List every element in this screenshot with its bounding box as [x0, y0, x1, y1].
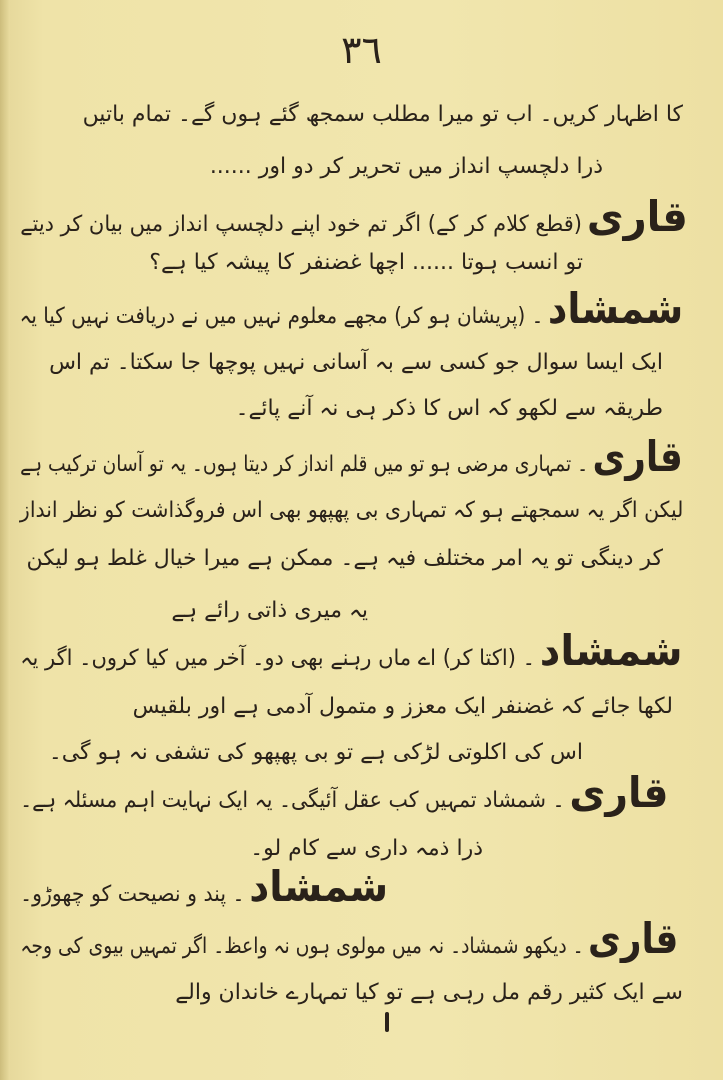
dialogue-line-12 [20, 626, 683, 675]
text-line-11 [171, 600, 368, 622]
line-text: لیکن اگر یہ سمجھتے ہو کہ تمہاری بی پھپھو بھی اس فروگذاشت کو نظر انداز [19, 498, 683, 523]
text-line-14 [49, 742, 583, 764]
line-text: ۔ تمہاری مرضی ہو تو میں قلم انداز کر دیتا ہوں۔ یہ تو آسان ترکیب ہے [20, 452, 589, 477]
speaker-name: قاری [586, 192, 688, 241]
line-text: سے ایک کثیر رقم مل رہی ہے تو کیا تمہارے خاندان والے [175, 980, 683, 1005]
dialogue-line-18 [20, 914, 678, 963]
line-text: لکھا جائے کہ غضنفر ایک معزز و متمول آدمی ہے اور بلقیس [132, 694, 673, 719]
text-line-2 [210, 156, 603, 178]
line-text: ۔ دیکھو شمشاد۔ نہ میں مولوی ہوں نہ واعظ۔ اگر تمہیں بیوی کی وجہ [20, 934, 584, 959]
text-line-7 [236, 398, 663, 420]
speaker-name: قاری [587, 914, 678, 963]
page-number: ٣٦ [341, 28, 382, 72]
line-text: ذرا دلچسپ انداز میں تحریر کر دو اور ...... [209, 154, 603, 179]
line-text: ۔ (پریشان ہو کر) مجھے معلوم نہیں میں نے دریافت نہیں کیا یہ [19, 304, 544, 329]
text-line-1 [83, 104, 683, 126]
text-line-16 [250, 838, 483, 860]
text-line-19 [175, 982, 683, 1004]
speaker-name: قاری [568, 768, 668, 817]
line-text: ۔ پند و نصیحت کو چھوڑو۔ [19, 882, 245, 907]
dialogue-line-17 [19, 862, 388, 911]
line-text: یہ میری ذاتی رائے ہے [171, 598, 368, 623]
text-line-4 [149, 252, 583, 274]
line-text: کر دینگی تو یہ امر مختلف فیہ ہے۔ ممکن ہے میرا خیال غلط ہو لیکن [26, 546, 663, 571]
ink-mark [385, 1012, 389, 1032]
dialogue-line-15 [19, 768, 668, 817]
text-line-10 [27, 548, 663, 570]
text-line-6 [49, 352, 663, 374]
line-text: ۔ شمشاد تمہیں کب عقل آئیگی۔ یہ ایک نہایت اہم مسئلہ ہے۔ [19, 788, 565, 813]
speaker-name: شمشاد [547, 284, 683, 333]
text-line-13 [133, 696, 673, 718]
dialogue-line-5 [19, 284, 683, 333]
dialogue-line-8 [20, 432, 683, 481]
line-text: ایک ایسا سوال جو کسی سے بہ آسانی نہیں پوچھا جا سکتا۔ تم اس [49, 350, 663, 375]
dialogue-line-3 [20, 192, 688, 241]
speaker-name: شمشاد [249, 862, 388, 911]
line-text: اس کی اکلوتی لڑکی ہے تو بی پھپھو کی تشفی نہ ہو گی۔ [48, 740, 583, 765]
line-text: کا اظہار کریں۔ اب تو میرا مطلب سمجھ گئے ہوں گے۔ تمام باتیں [82, 102, 683, 127]
line-text: ذرا ذمہ داری سے کام لو۔ [250, 836, 483, 861]
line-text: تو انسب ہوتا ...... اچھا غضنفر کا پیشہ کیا ہے؟ [149, 250, 583, 275]
text-line-9 [20, 500, 683, 522]
line-text: طریقہ سے لکھو کہ اس کا ذکر ہی نہ آنے پائے۔ [235, 396, 663, 421]
line-text: ۔ (اکتا کر) اے ماں رہنے بھی دو۔ آخر میں کیا کروں۔ اگر یہ [20, 646, 536, 671]
speaker-name: قاری [592, 432, 683, 481]
speaker-name: شمشاد [540, 626, 683, 675]
line-text: (قطع کلام کر کے) اگر تم خود اپنے دلچسپ انداز میں بیان کر دیتے [20, 212, 583, 237]
page-edge [0, 0, 10, 1080]
